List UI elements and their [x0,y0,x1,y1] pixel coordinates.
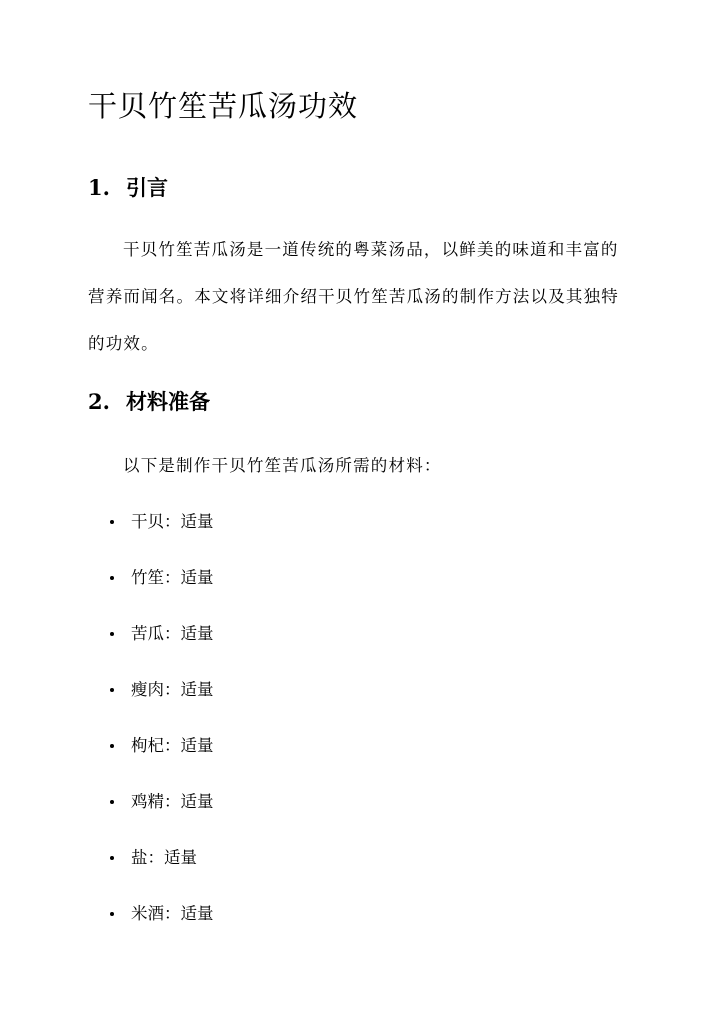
section-heading-intro [88,173,168,203]
ingredient-text: 苦瓜：适量 [131,624,214,643]
bullet-icon [110,744,114,748]
section-title: 材料准备 [126,389,210,414]
bullet-icon [110,576,114,580]
ingredient-text: 瘦肉：适量 [131,680,214,699]
bullet-icon [110,856,114,860]
ingredient-text: 盐：适量 [131,848,197,867]
section-heading-materials [88,387,210,417]
section-number: 1. [88,175,110,200]
intro-paragraph: 干贝竹笙苦瓜汤是一道传统的粤菜汤品，以鲜美的味道和丰富的营养而闻名。本文将详细介绍干贝竹笙苦瓜汤的制作方法以及其独特的功效。 [88,240,619,353]
materials-intro-paragraph: 以下是制作干贝竹笙苦瓜汤所需的材料： [123,456,442,475]
bullet-icon [110,632,114,636]
bullet-icon [110,520,114,524]
document-title: 干贝竹笙苦瓜汤功效 [88,89,359,123]
ingredient-text: 鸡精：适量 [131,792,214,811]
ingredient-text: 米酒：适量 [131,904,214,923]
ingredient-text: 干贝：适量 [131,512,214,531]
bullet-icon [110,800,114,804]
bullet-icon [110,688,114,692]
section-number: 2. [88,389,110,414]
ingredient-text: 竹笙：适量 [131,568,214,587]
ingredient-text: 枸杞：适量 [131,736,214,755]
section-title: 引言 [126,175,168,200]
bullet-icon [110,912,114,916]
